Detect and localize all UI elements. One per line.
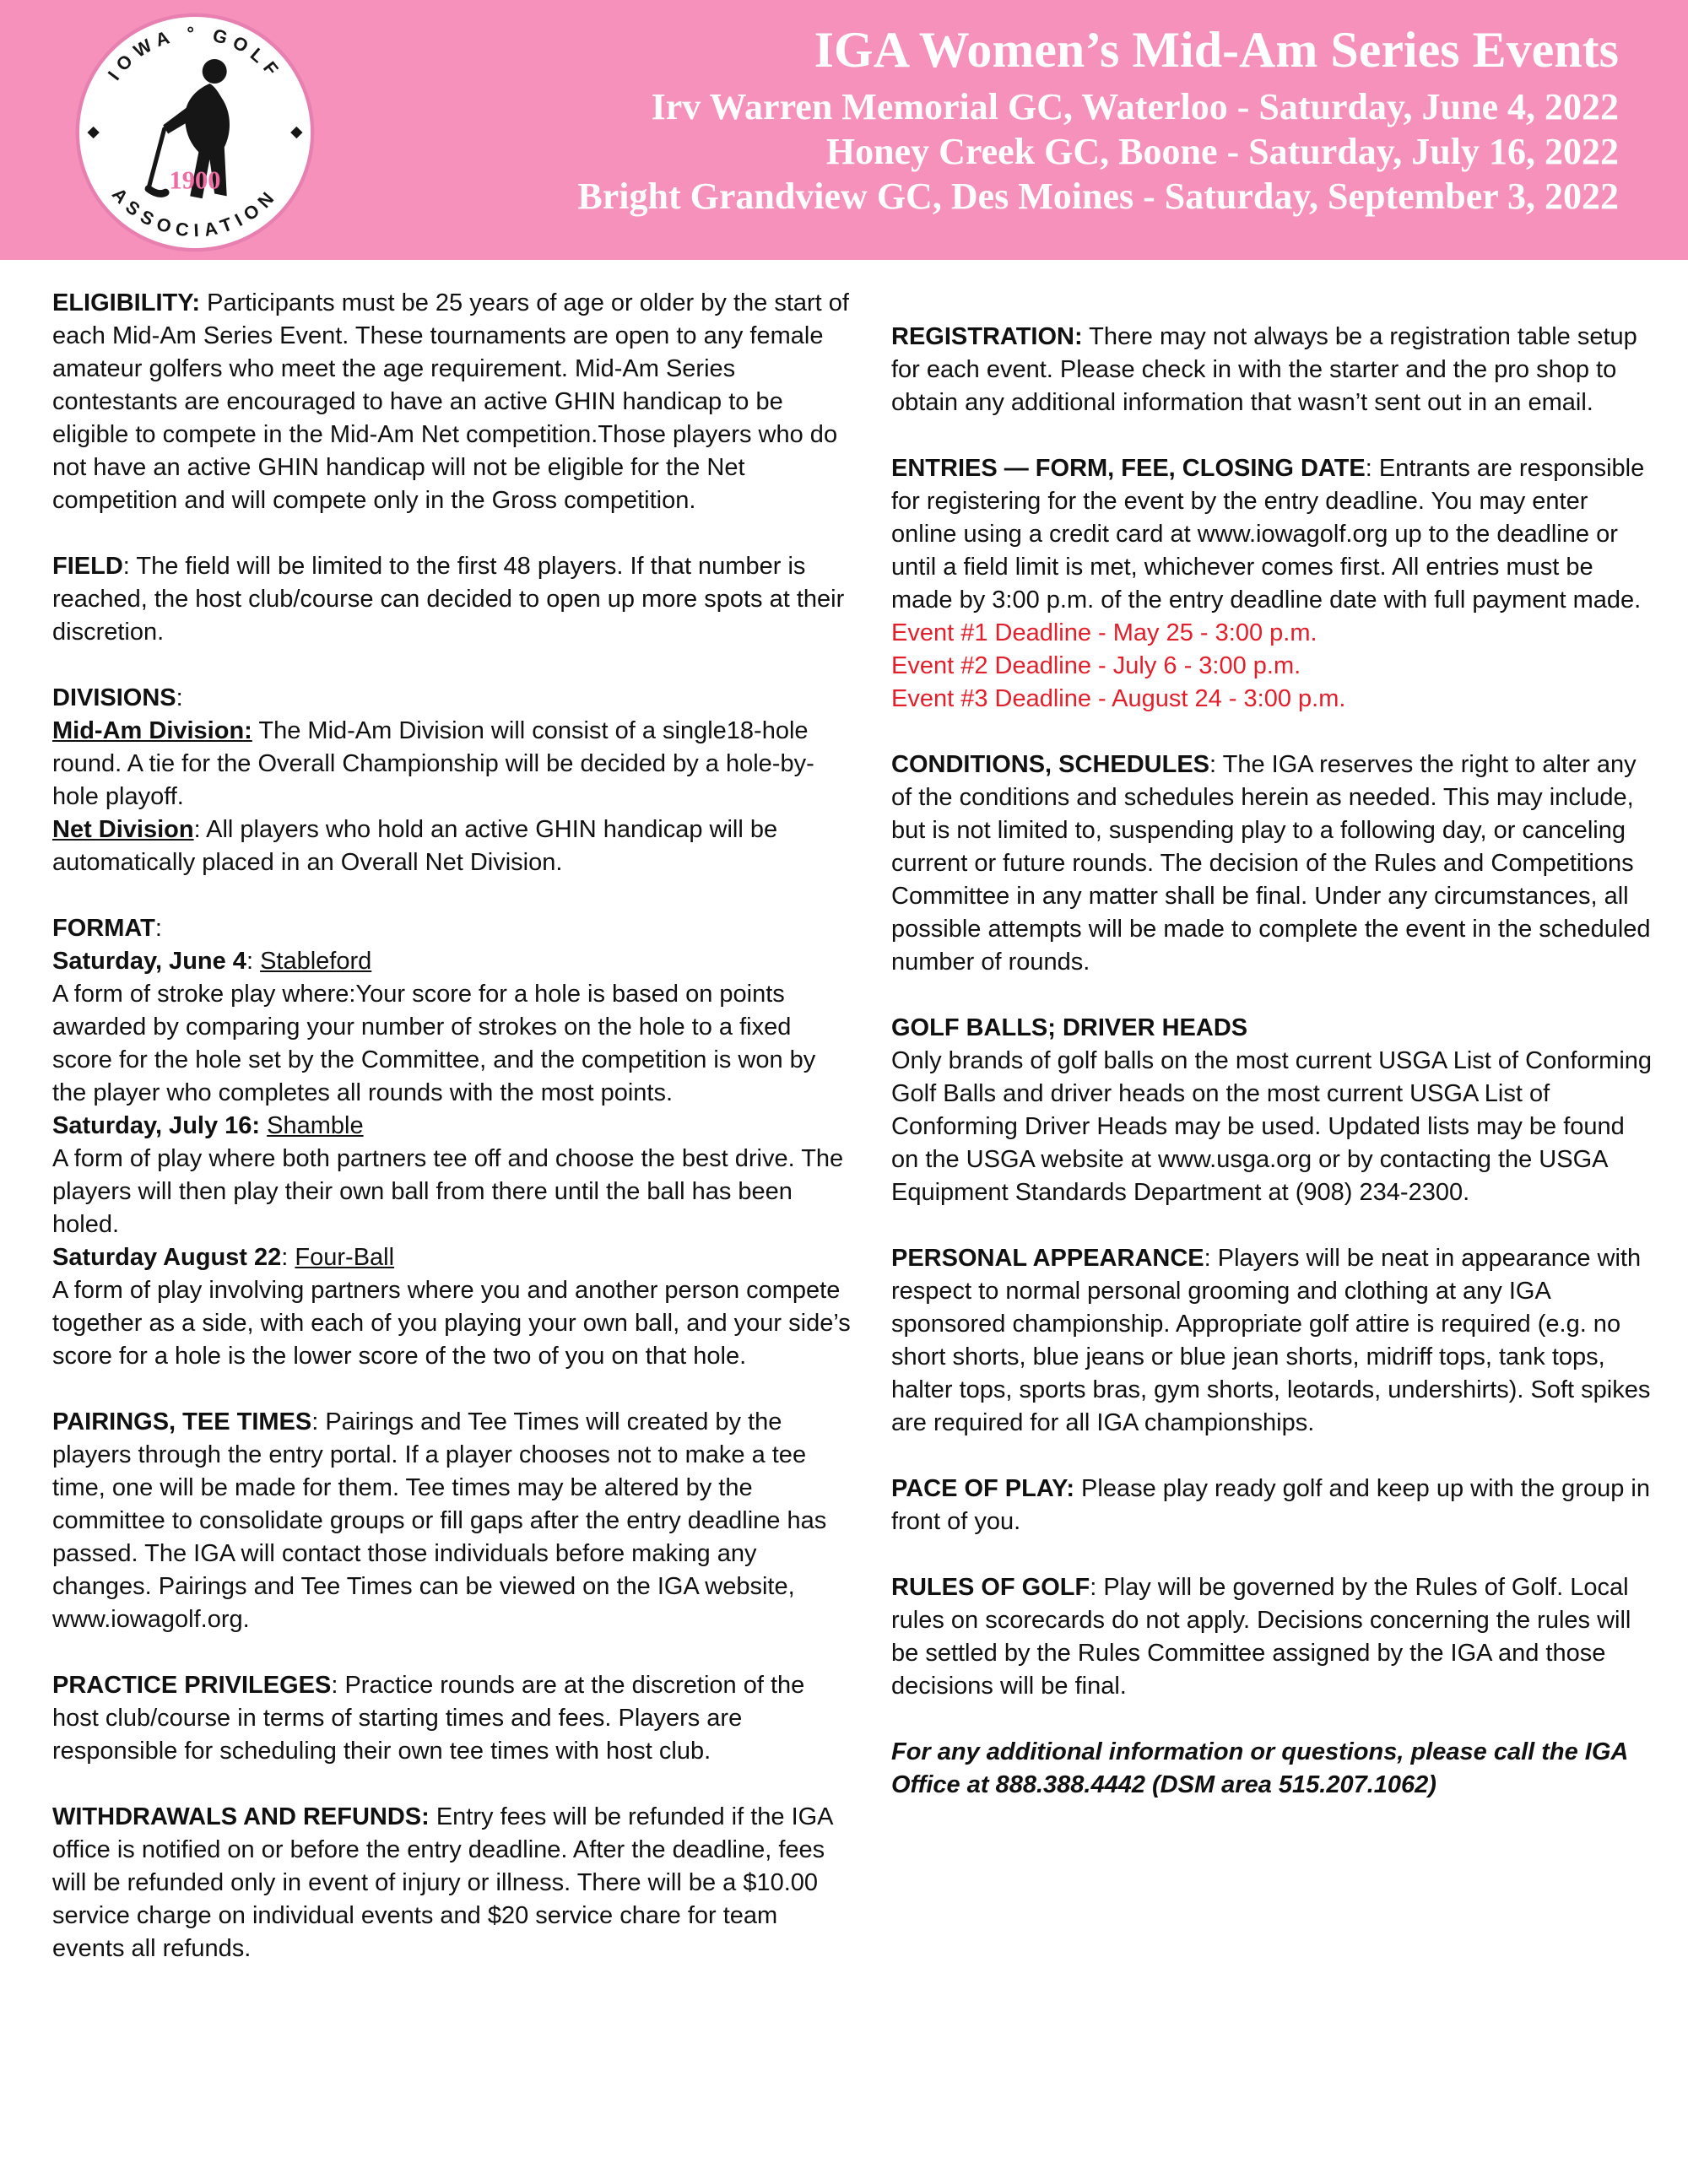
- paragraph: [52, 1406, 852, 1636]
- text-run: PAIRINGS, TEE TIMES: [52, 1408, 312, 1435]
- text-run: FIELD: [52, 553, 123, 580]
- paragraph: [891, 617, 1653, 650]
- text-run: [260, 1112, 267, 1139]
- left-column: [52, 287, 852, 1965]
- paragraph: [891, 683, 1653, 716]
- text-run: PACE OF PLAY:: [891, 1475, 1074, 1502]
- paragraph: [52, 715, 852, 814]
- text-run: :: [246, 948, 261, 975]
- text-run: Shamble: [267, 1112, 364, 1139]
- paragraph: [52, 1274, 852, 1373]
- right-column: [891, 287, 1653, 1965]
- text-run: :: [154, 915, 162, 942]
- text-run: Event #1 Deadline - May 25 - 3:00 p.m.: [891, 619, 1317, 646]
- text-run: PRACTICE PRIVILEGES: [52, 1672, 332, 1699]
- text-run: GOLF BALLS; DRIVER HEADS: [891, 1014, 1248, 1041]
- text-run: ELIGIBILITY:: [52, 289, 201, 316]
- iga-logo: [73, 10, 317, 255]
- text-run: RULES OF GOLF: [891, 1574, 1090, 1601]
- paragraph: [52, 550, 852, 649]
- paragraph: [891, 1736, 1653, 1802]
- logo-year: 1900: [169, 165, 221, 195]
- paragraph: [52, 912, 852, 945]
- paragraph: [52, 814, 852, 879]
- text-run: Event #2 Deadline - July 6 - 3:00 p.m.: [891, 652, 1301, 679]
- text-run: Stableford: [260, 948, 372, 975]
- text-run: : The field will be limited to the first 48 players. If that number is reached, the host club/course can decided to open up more spots at their discretion.: [52, 553, 845, 646]
- paragraph: [52, 682, 852, 715]
- paragraph: [891, 1242, 1653, 1440]
- paragraph: [52, 287, 852, 517]
- text-run: FORMAT: [52, 915, 155, 942]
- text-run: DIVISIONS: [52, 684, 176, 711]
- paragraph: [52, 1801, 852, 1965]
- text-run: Net Division: [52, 816, 194, 843]
- paragraph: [891, 650, 1653, 683]
- text-run: ENTRIES — FORM, FEE, CLOSING DATE: [891, 455, 1366, 482]
- text-run: A form of play where both partners tee off and choose the best drive. The players will then play their own ball from there until the ball has been holed.: [52, 1145, 844, 1238]
- text-run: Event #3 Deadline - August 24 - 3:00 p.m.: [891, 685, 1346, 712]
- body-columns: [0, 260, 1688, 1965]
- paragraph: [891, 749, 1653, 979]
- paragraph: [52, 945, 852, 978]
- text-run: For any additional information or questions, please call the IGA Office at 888.388.4442 (DSM area 515.207.1062): [891, 1738, 1628, 1798]
- text-run: : Pairings and Tee Times will created by the players through the entry portal. If a player chooses not to make a tee time, one will be made for them. Tee times may be altered by the committee to consolidate groups or fill gaps after the entry deadline has passed. The IGA will contact those individuals before making any changes. Pairings and Tee Times can be viewed on the IGA website, www.iowagolf.org.: [52, 1408, 827, 1633]
- iga-logo-svg: [73, 10, 317, 255]
- text-run: :: [176, 684, 183, 711]
- text-run: Saturday, July 16:: [52, 1112, 261, 1139]
- paragraph: [52, 1241, 852, 1274]
- paragraph: [52, 978, 852, 1110]
- text-run: A form of play involving partners where you and another person compete together as a side, with each of you playing your own ball, and your side’s score for a hole is the lower score of the two of you on that hole.: [52, 1277, 851, 1370]
- header-text-block: [577, 22, 1619, 219]
- text-run: CONDITIONS, SCHEDULES: [891, 751, 1210, 778]
- text-run: Please play ready golf and keep up with the group in front of you.: [891, 1475, 1650, 1535]
- event-line-2: Honey Creek GC, Boone - Saturday, July 16, 2022: [825, 131, 1619, 172]
- paragraph: [52, 1110, 852, 1143]
- text-run: Entry fees will be refunded if the IGA office is notified on or before the entry deadline. After the deadline, fees will be refunded only in event of injury or illness. There will be a $10.00 service charge on individual events and $20 service chare for team events all refunds.: [52, 1803, 832, 1962]
- text-run: The Mid-Am Division will consist of a single18-hole round. A tie for the Overall Championship will be decided by a hole-by-hole playoff.: [52, 717, 814, 810]
- page-title: IGA Women’s Mid-Am Series Events: [814, 22, 1619, 78]
- text-run: Saturday, June 4: [52, 948, 246, 975]
- text-run: : Practice rounds are at the discretion of the host club/course in terms of starting times and fees. Players are responsible for scheduling their own tee times with host club.: [52, 1672, 805, 1765]
- text-run: : The IGA reserves the right to alter any of the conditions and schedules herein as needed. This may include, but is not limited to, suspending play to a following day, or canceling current or future rounds. The decision of the Rules and Competitions Committee in any matter shall be final. Under any circumstances, all possible attempts will be made to complete the event in the scheduled number of rounds.: [891, 751, 1651, 976]
- text-run: : All players who hold an active GHIN handicap will be automatically placed in an Overall Net Division.: [52, 816, 778, 876]
- text-run: : Play will be governed by the Rules of Golf. Local rules on scorecards do not apply. Decisions concerning the rules will be settled by the Rules Committee assigned by the IGA and those decisions will be final.: [891, 1574, 1631, 1700]
- text-run: PERSONAL APPEARANCE: [891, 1245, 1204, 1272]
- paragraph: [891, 1473, 1653, 1538]
- text-run: REGISTRATION:: [891, 323, 1083, 350]
- paragraph: [891, 1012, 1653, 1045]
- text-run: : Players will be neat in appearance with respect to normal personal grooming and clothing at any IGA sponsored championship. Appropriate golf attire is required (e.g. no short shorts, blue jeans or blue jean shorts, midriff tops, tank tops, halter tops, sports bras, gym shorts, leotards, undershirts). Soft spikes are required for all IGA championships.: [891, 1245, 1651, 1436]
- paragraph: [52, 1669, 852, 1768]
- text-run: Four-Ball: [295, 1244, 395, 1271]
- text-run: Only brands of golf balls on the most current USGA List of Conforming Golf Balls and driver heads on the most current USGA List of Conforming Driver Heads may be used. Updated lists may be found on the USGA website at www.usga.org or by contacting the USGA Equipment Standards Department at (908) 234-2300.: [891, 1047, 1653, 1206]
- text-run: : Entrants are responsible for registering for the event by the entry deadline. You may enter online using a credit card at www.iowagolf.org up to the deadline or until a field limit is met, whichever comes first. All entries must be made by 3:00 p.m. of the entry deadline date with full payment made.: [891, 455, 1645, 614]
- text-run: :: [281, 1244, 295, 1271]
- text-run: Saturday August 22: [52, 1244, 282, 1271]
- paragraph: [891, 1045, 1653, 1209]
- text-run: A form of stroke play where:Your score for a hole is based on points awarded by comparing your number of strokes on the hole to a fixed score for the hole set by the Committee, and the competition is won by the player who completes all rounds with the most points.: [52, 981, 816, 1106]
- paragraph: [52, 1143, 852, 1241]
- text-run: There may not always be a registration table setup for each event. Please check in with the starter and the pro shop to obtain any additional information that wasn’t sent out in an email.: [891, 323, 1637, 416]
- logo-arc-top-text: IOWA ° GOLF: [103, 22, 287, 84]
- header-band: [0, 0, 1688, 260]
- paragraph: [891, 452, 1653, 617]
- text-run: WITHDRAWALS AND REFUNDS:: [52, 1803, 430, 1830]
- text-run: Mid-Am Division:: [52, 717, 252, 744]
- event-line-1: Irv Warren Memorial GC, Waterloo - Saturday, June 4, 2022: [651, 86, 1619, 127]
- paragraph: [891, 321, 1653, 419]
- paragraph: [891, 1571, 1653, 1703]
- event-line-3: Bright Grandview GC, Des Moines - Saturday, September 3, 2022: [577, 176, 1619, 217]
- logo-arc-bottom-text: ASSOCIATION: [107, 183, 283, 241]
- text-run: Participants must be 25 years of age or older by the start of each Mid-Am Series Event. These tournaments are open to any female amateur golfers who meet the age requirement. Mid-Am Series contestants are encouraged to have an active GHIN handicap to be eligible to compete in the Mid-Am Net competition.Those players who do not have an active GHIN handicap will not be eligible for the Net competition and will compete only in the Gross competition.: [52, 289, 849, 514]
